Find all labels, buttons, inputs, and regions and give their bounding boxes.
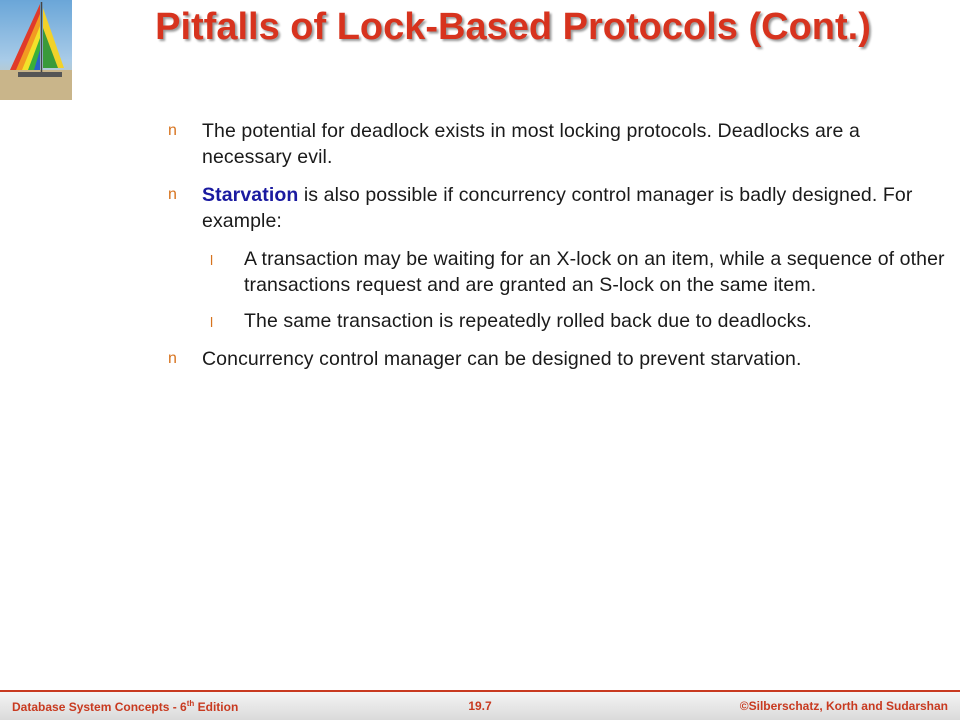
- bullet-marker: n: [168, 350, 177, 367]
- sailboat-logo: [0, 0, 72, 100]
- footer-book-name: Database System Concepts - 6: [12, 700, 187, 714]
- bullet-text: The potential for deadlock exists in most locking protocols. Deadlocks are a necessary evil.: [202, 120, 860, 168]
- sub-bullet-text: A transaction may be waiting for an X-lock on an item, while a sequence of other transactions request and are granted an S-lock on the same item.: [244, 248, 945, 296]
- bullet-text-rest: is also possible if concurrency control manager is badly designed. For example:: [202, 184, 913, 232]
- bullet-text: [202, 182, 948, 234]
- footer-edition-sup: th: [186, 699, 195, 708]
- footer-edition: Edition: [194, 700, 239, 714]
- slide-title: Pitfalls of Lock-Based Protocols (Cont.): [155, 6, 871, 48]
- bullet-marker: n: [168, 122, 177, 139]
- bullet-item: [168, 118, 948, 170]
- bullet-item: [168, 346, 948, 372]
- bullet-marker: n: [168, 186, 177, 203]
- bullet-item: [168, 182, 948, 234]
- sub-bullet-marker: l: [210, 252, 214, 268]
- sub-bullet-text: The same transaction is repeatedly rolled back due to deadlocks.: [244, 310, 812, 332]
- slide-footer: [0, 690, 960, 720]
- starvation-keyword: Starvation: [202, 184, 299, 206]
- footer-copyright: ©Silberschatz, Korth and Sudarshan: [739, 699, 948, 713]
- footer-slide-number: 19.7: [468, 699, 492, 713]
- sub-bullet-marker: l: [210, 314, 214, 330]
- footer-divider: [0, 690, 960, 692]
- bullet-text: Concurrency control manager can be designed to prevent starvation.: [202, 348, 802, 370]
- sub-bullet-item: [202, 246, 948, 298]
- sub-bullet-item: [202, 308, 948, 334]
- slide-body: [168, 118, 948, 384]
